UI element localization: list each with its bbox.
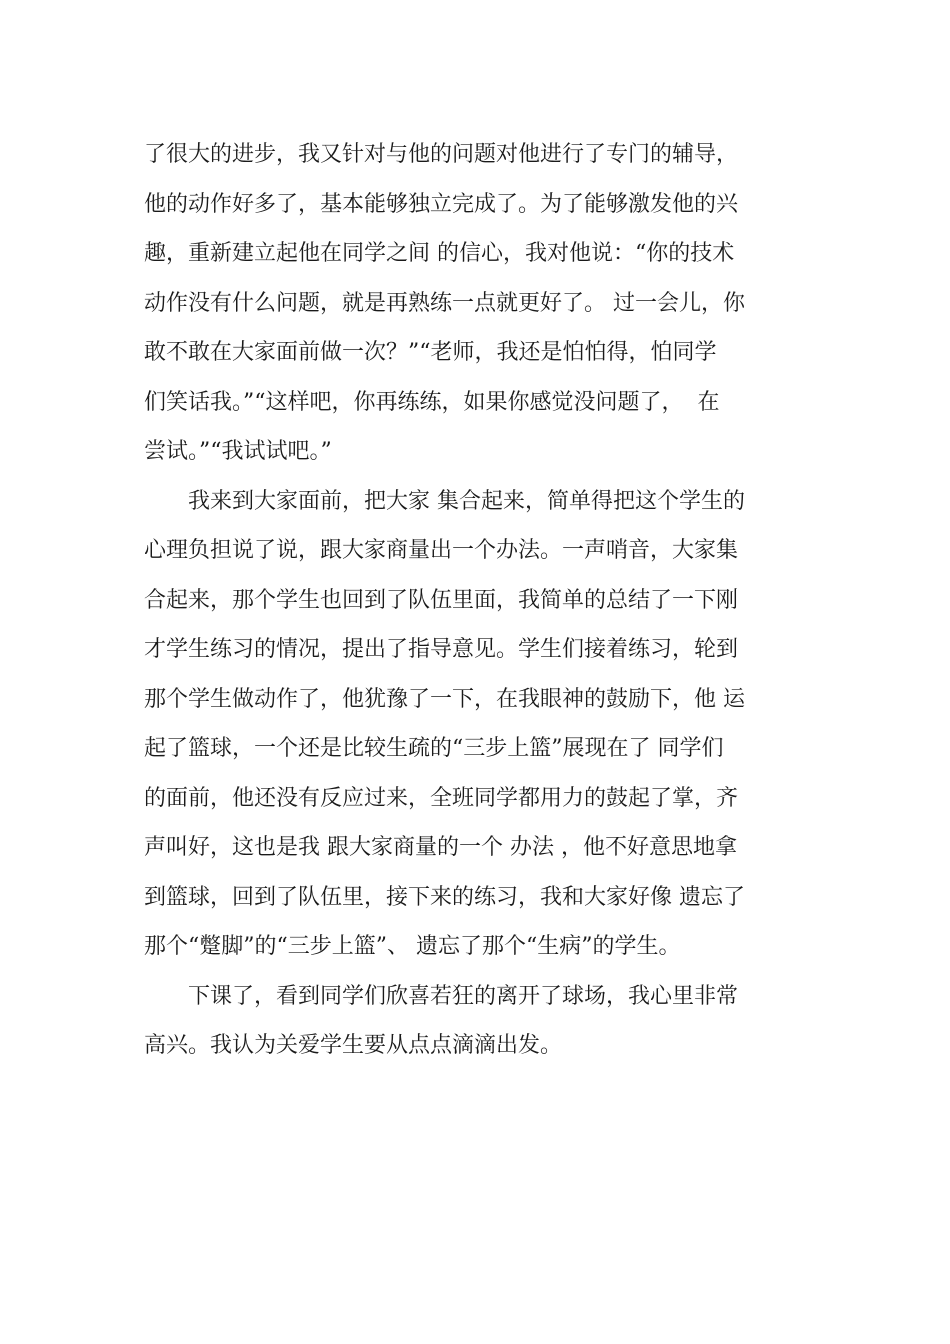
text-line: 那个“蹩脚”的“三步上篮”、 遗忘了那个“生病”的学生。 xyxy=(144,934,681,959)
text-line: 的面前，他还没有反应过来，全班同学都用力的鼓起了掌，齐 xyxy=(144,785,739,811)
text-line: 了很大的进步，我又针对与他的问题对他进行了专门的辅导， xyxy=(144,142,739,167)
paragraph xyxy=(144,477,809,972)
text-line: 心理负担说了说，跟大家商量出一个办法。一声哨音，大家集 xyxy=(144,538,739,563)
text-line: 到篮球，回到了队伍里，接下来的练习，我和大家好像 遗忘了 xyxy=(144,884,745,910)
text-line: 尝试。”“我试试吧。” xyxy=(144,439,332,464)
text-line: 他的动作好多了，基本能够独立完成了。为了能够激发他的兴 xyxy=(144,191,739,217)
text-line: 们笑话我。”“这样吧，你再练练，如果你感觉没问题了， 在 xyxy=(144,389,720,415)
text-line: 我来到大家面前，把大家 集合起来，简单得把这个学生的 xyxy=(188,488,745,514)
text-line: 起了篮球，一个还是比较生疏的“三步上篮”展现在了 同学们 xyxy=(144,736,724,761)
text-line: 高兴。我认为关爱学生要从点点滴滴出发。 xyxy=(144,1033,563,1058)
text-line: 趣，重新建立起他在同学之间 的信心，我对他说：“你的技术 xyxy=(144,241,735,266)
text-line: 动作没有什么问题，就是再熟练一点就更好了。 过一会儿，你 xyxy=(144,290,745,316)
text-line: 才学生练习的情况，提出了指导意见。学生们接着练习，轮到 xyxy=(144,637,739,662)
text-line: 那个学生做动作了，他犹豫了一下，在我眼神的鼓励下，他 运 xyxy=(144,686,745,712)
paragraph xyxy=(144,130,809,477)
text-line: 下课了，看到同学们欣喜若狂的离开了球场，我心里非常 xyxy=(188,983,739,1009)
text-line: 声叫好，这也是我 跟大家商量的一个 办法 ，他不好意思地拿 xyxy=(144,835,737,860)
text-line: 敢不敢在大家面前做一次？”“老师，我还是怕怕得，怕同学 xyxy=(144,340,717,365)
body-text xyxy=(144,130,809,1071)
paragraph xyxy=(144,972,809,1071)
text-line: 合起来，那个学生也回到了队伍里面，我简单的总结了一下刚 xyxy=(144,587,739,613)
